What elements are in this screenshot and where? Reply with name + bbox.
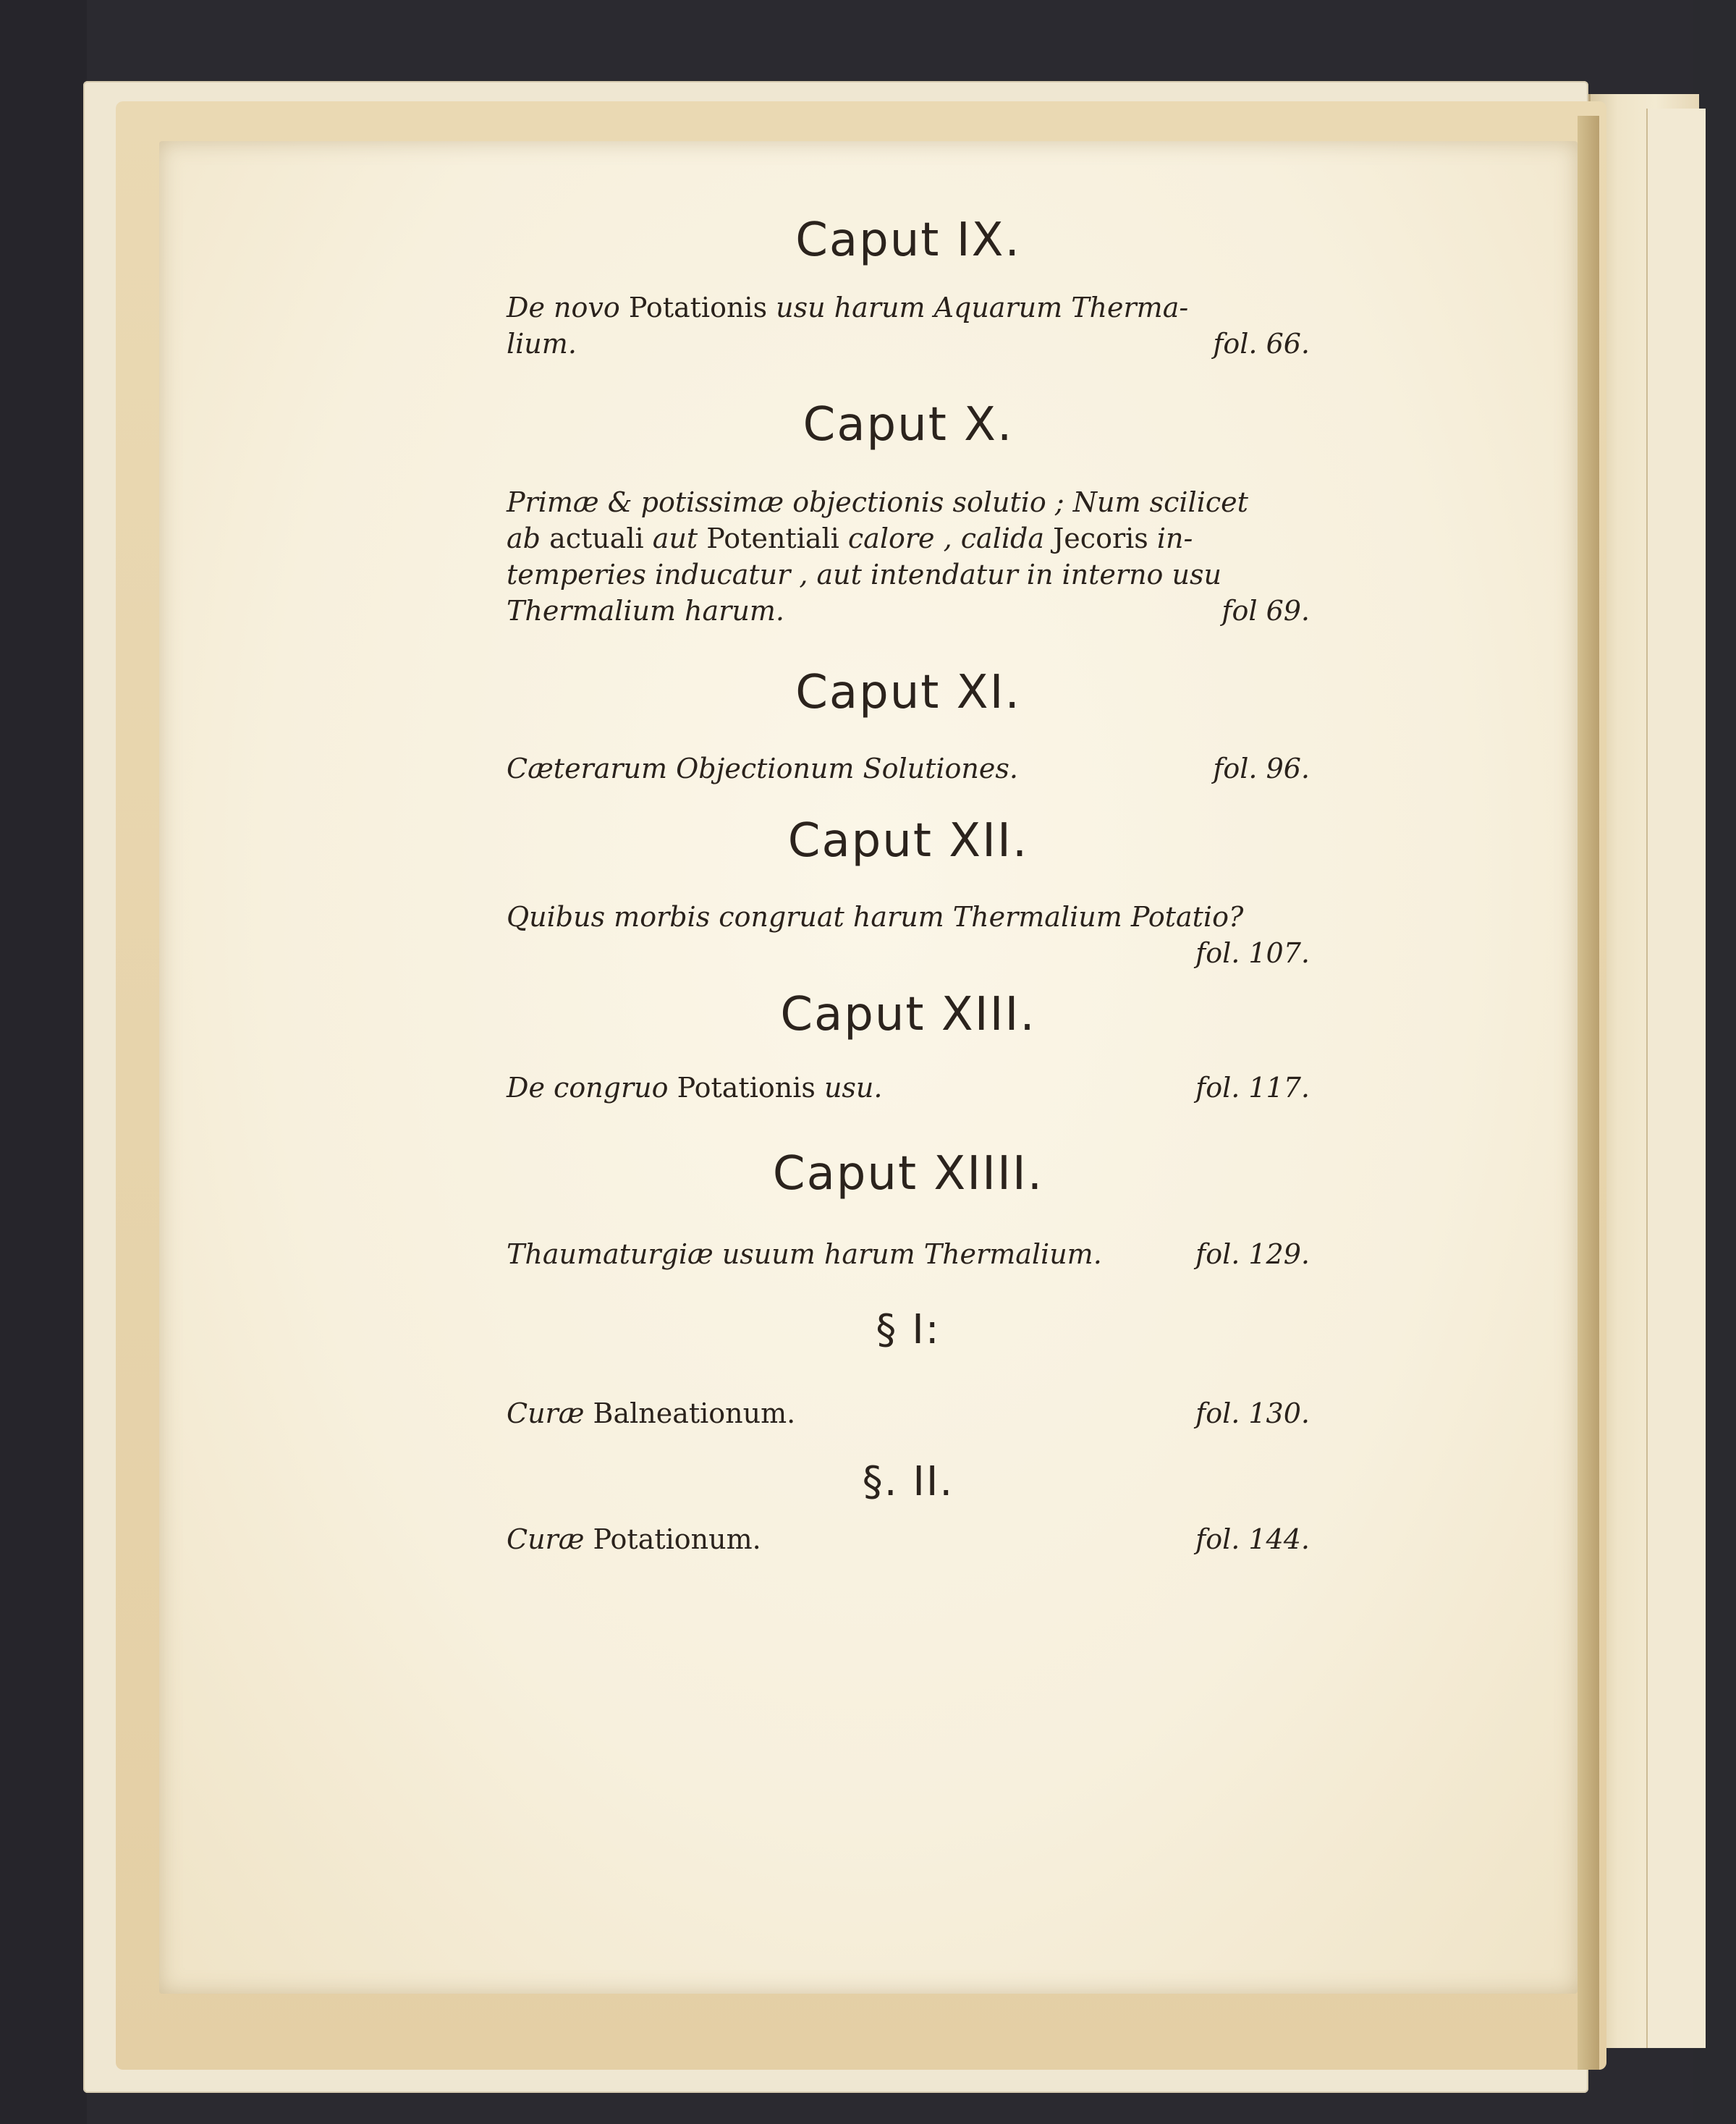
text-part: calore , calida	[847, 522, 1054, 554]
entry-text	[507, 484, 1310, 629]
text-part: Potationum.	[593, 1523, 761, 1555]
entry-text	[507, 1521, 1310, 1557]
entry-title	[507, 1395, 795, 1431]
folio-reference: fol. 130.	[1195, 1397, 1310, 1429]
entry-text	[507, 750, 1310, 787]
text-part: Objectionum	[676, 753, 863, 784]
text-part: Solutiones.	[863, 753, 1018, 784]
entry-line: Quibus morbis congruat harum Thermalium Potatio?	[507, 901, 1244, 933]
entry-section-i	[507, 1306, 1310, 1431]
entry-caput-xii	[507, 814, 1310, 971]
chapter-heading: Caput XIII.	[780, 988, 1036, 1041]
entry-text	[507, 1395, 1310, 1431]
text-part: Cæterarum	[507, 753, 677, 784]
text-part: De novo	[507, 292, 629, 323]
entry-section-ii	[507, 1458, 1310, 1557]
entry-title	[507, 750, 1018, 787]
entry-line	[507, 593, 1310, 629]
text-part: Potationis	[677, 1072, 824, 1104]
entry-caput-ix	[507, 213, 1310, 362]
chapter-heading: Caput XI.	[795, 666, 1021, 719]
entry-text	[507, 289, 1310, 362]
entry-caput-x	[507, 398, 1310, 629]
chapter-heading: Caput X.	[803, 398, 1014, 452]
folio-reference: fol. 144.	[1195, 1523, 1310, 1555]
chapter-heading: Caput IX.	[795, 213, 1021, 267]
folio-reference: fol. 96.	[1213, 753, 1310, 784]
text-part: actuali	[549, 522, 653, 554]
entry-text	[507, 899, 1310, 971]
text-part: Jecoris	[1053, 522, 1157, 554]
entry-text	[507, 1236, 1310, 1272]
entry-line	[507, 935, 1310, 971]
entry-line	[507, 289, 1310, 326]
text-part: Potentiali	[706, 522, 848, 554]
entry-text	[507, 1070, 1310, 1106]
folio-reference: fol. 117.	[1195, 1072, 1310, 1104]
entry-title	[507, 1521, 761, 1557]
entry-caput-xi	[507, 666, 1310, 787]
entry-line	[507, 326, 1310, 362]
entry-title: Thaumaturgiæ usuum harum Thermalium.	[507, 1238, 1102, 1270]
text-part: aut	[652, 522, 707, 554]
text-part: ab	[507, 522, 550, 554]
chapter-heading: Caput XIIII.	[772, 1147, 1044, 1201]
section-heading: §. II.	[862, 1458, 954, 1505]
entry-continuation: Thermalium harum.	[507, 595, 784, 627]
backdrop-left	[0, 0, 87, 2124]
entry-caput-xiii	[507, 988, 1310, 1106]
text-part: Potationis	[628, 292, 776, 323]
chapter-heading: Caput XII.	[787, 814, 1029, 868]
entry-line	[507, 520, 1310, 557]
text-part: usu harum Aquarum Therma-	[776, 292, 1189, 323]
entry-caput-xiiii	[507, 1147, 1310, 1272]
text-part: Balneationum.	[593, 1397, 796, 1429]
text-part: in-	[1156, 522, 1193, 554]
folio-reference: fol 69.	[1221, 595, 1310, 627]
page	[159, 141, 1578, 1994]
section-heading: § I:	[876, 1306, 941, 1353]
folio-reference: fol. 66.	[1213, 328, 1310, 360]
text-part: usu.	[823, 1072, 883, 1104]
folio-reference: fol. 129.	[1195, 1238, 1310, 1270]
folio-reference: fol. 107.	[1195, 937, 1310, 969]
entry-line: Primæ & potissimæ objectionis solutio ; Num scilicet	[507, 486, 1248, 518]
text-part: Curæ	[507, 1397, 593, 1429]
facing-page	[1646, 109, 1706, 2048]
entry-line: temperies inducatur , aut intendatur in interno usu	[507, 559, 1221, 591]
text-part: Curæ	[507, 1523, 593, 1555]
entry-continuation: lium.	[507, 328, 577, 360]
spine-shadow	[1578, 116, 1599, 2070]
text-part: De congruo	[507, 1072, 677, 1104]
entry-title	[507, 1070, 882, 1106]
